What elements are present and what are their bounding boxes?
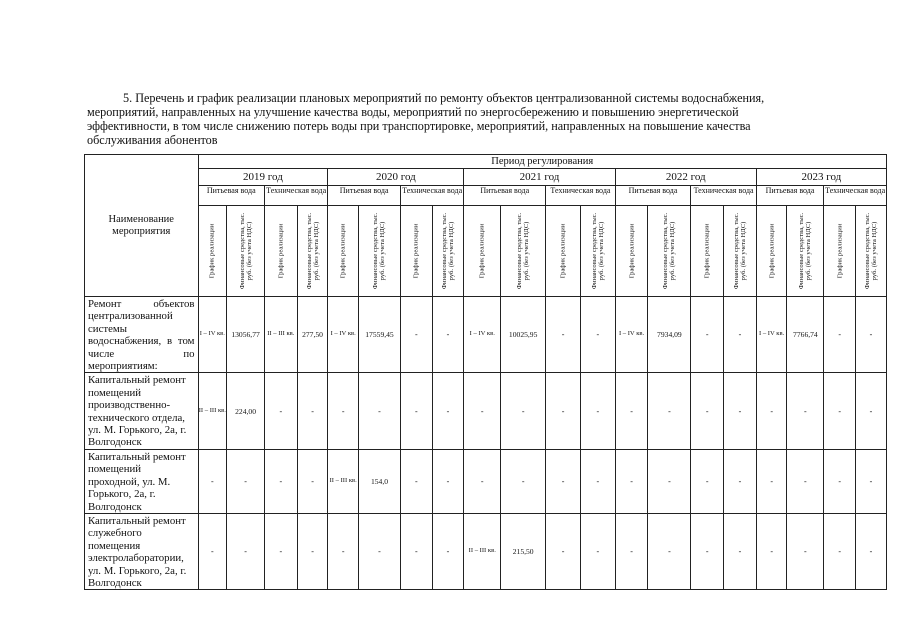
funds-cell: - [297,449,328,513]
year-header: 2019 год [198,169,328,186]
funds-cell: - [648,449,691,513]
schedule-cell: - [264,373,297,449]
funds-cell: - [297,373,328,449]
funds-cell: - [432,513,464,589]
table-row [85,297,887,373]
period-header: Период регулирования [198,155,886,169]
section-heading [87,91,877,147]
funds-cell: - [432,373,464,449]
schedule-subheader: График реализации [768,223,776,279]
table-row [85,449,887,513]
funds-cell: 7934,09 [648,297,691,373]
schedule-cell: - [546,449,581,513]
table-row [85,373,887,449]
funds-subheader: Финансовые средства, тыс. руб. (без учета НДС) [662,212,677,290]
funds-cell: - [359,373,401,449]
schedule-cell: - [615,513,648,589]
schedule-cell: - [328,513,359,589]
schedule-cell: II – III кв. [264,297,297,373]
schedule-cell: - [691,449,724,513]
funds-cell: - [501,373,546,449]
funds-cell: - [648,513,691,589]
subheader-cell [856,206,887,297]
funds-cell: - [724,449,757,513]
subheader-cell [648,206,691,297]
schedule-cell: - [464,373,501,449]
schedule-cell: - [546,297,581,373]
header-row-subheaders [85,206,887,297]
header-row-years [85,169,887,186]
funds-subheader: Финансовые средства, тыс. руб. (без учета НДС) [863,212,878,290]
funds-cell: 215,50 [501,513,546,589]
subheader-cell [400,206,432,297]
funds-cell: - [359,513,401,589]
water-type-header: Техническая вода [400,186,463,206]
activity-name: Капитальный ремонт помещений производственно-технического отдела, ул. М. Горького, 2а, г. Волгодонск [85,373,199,449]
funds-cell: - [580,513,615,589]
funds-subheader: Финансовые средства, тыс. руб. (без учета НДС) [372,212,387,290]
subheader-cell [691,206,724,297]
schedule-subheader: График реализации [478,223,486,279]
schedule-cell: - [691,373,724,449]
water-type-header: Техническая вода [691,186,756,206]
subheader-cell [756,206,787,297]
schedule-cell: - [264,449,297,513]
activity-name: Ремонт объектов централизованной системы водоснабжения, в том числе по мероприятиям: [85,297,199,373]
funds-cell: - [856,449,887,513]
schedule-cell: - [264,513,297,589]
subheader-cell [615,206,648,297]
subheader-cell [297,206,328,297]
name-column-header: Наименование мероприятия [85,155,199,297]
funds-subheader: Финансовые средства, тыс. руб. (без учета НДС) [515,212,531,290]
schedule-cell: I – IV кв. [756,297,787,373]
subheader-cell [198,206,227,297]
funds-cell: - [580,449,615,513]
activity-name: Капитальный ремонт служебного помещения электролаборатории, ул. М. Горького, 2а, г. Волгодонск [85,513,199,589]
heading-line-1: 5. Перечень и график реализации плановых мероприятий по ремонту объектов централизованной системы водоснабжения, [123,91,765,105]
schedule-cell: - [756,373,787,449]
subheader-cell [432,206,464,297]
water-type-header: Техническая вода [824,186,887,206]
funds-cell: 277,50 [297,297,328,373]
funds-cell: - [501,449,546,513]
schedule-cell: - [824,373,856,449]
schedule-subheader: График реализации [339,223,347,279]
schedule-subheader: График реализации [703,223,711,279]
water-type-header: Питьевая вода [198,186,264,206]
funds-cell: - [227,513,265,589]
subheader-cell [359,206,401,297]
schedule-cell: - [400,297,432,373]
funds-cell: - [580,297,615,373]
subheader-cell [546,206,581,297]
heading-line-4: обслуживания абонентов [87,133,218,147]
schedule-subheader: График реализации [208,223,216,279]
funds-cell: - [432,297,464,373]
year-header: 2021 год [464,169,615,186]
subheader-cell [464,206,501,297]
funds-cell: - [724,373,757,449]
table-row [85,513,887,589]
schedule-cell: - [400,373,432,449]
schedule-cell: - [546,373,581,449]
subheader-cell [501,206,546,297]
funds-cell: - [724,297,757,373]
subheader-cell [227,206,265,297]
subheader-cell [328,206,359,297]
funds-cell: - [787,449,824,513]
header-row-water-types [85,186,887,206]
schedule-cell: II – III кв. [328,449,359,513]
schedule-cell: I – IV кв. [328,297,359,373]
schedule-subheader: График реализации [836,223,844,279]
water-type-header: Питьевая вода [328,186,401,206]
funds-cell: 154,0 [359,449,401,513]
water-type-header: Питьевая вода [464,186,546,206]
funds-cell: - [297,513,328,589]
heading-line-3: эффективности, в том числе снижению потерь воды при транспортировке, мероприятий, направленных на повышение качества [87,119,751,133]
funds-cell: - [580,373,615,449]
funds-subheader: Финансовые средства, тыс. руб. (без учета НДС) [440,212,455,290]
year-header: 2022 год [615,169,756,186]
subheader-cell [724,206,757,297]
water-type-header: Питьевая вода [756,186,823,206]
schedule-cell: - [756,449,787,513]
schedule-cell: - [400,449,432,513]
year-header: 2020 год [328,169,464,186]
funds-subheader: Финансовые средства, тыс. руб. (без учета НДС) [798,212,813,290]
subheader-cell [787,206,824,297]
schedule-cell: - [198,449,227,513]
funds-cell: 13056,77 [227,297,265,373]
funds-cell: - [648,373,691,449]
schedule-cell: II – III кв. [464,513,501,589]
schedule-cell: - [824,297,856,373]
schedule-cell: I – IV кв. [615,297,648,373]
schedule-cell: - [756,513,787,589]
funds-cell: - [724,513,757,589]
funds-cell: 17559,45 [359,297,401,373]
subheader-cell [824,206,856,297]
activity-name: Капитальный ремонт помещений проходной, ул. М. Горького, 2а, г. Волгодонск [85,449,199,513]
schedule-table [84,154,887,590]
schedule-cell: - [546,513,581,589]
year-header: 2023 год [756,169,886,186]
water-type-header: Питьевая вода [615,186,691,206]
funds-cell: - [227,449,265,513]
schedule-subheader: График реализации [277,223,285,279]
schedule-cell: II – III кв. [198,373,227,449]
schedule-cell: - [691,513,724,589]
schedule-cell: - [198,513,227,589]
schedule-cell: - [615,449,648,513]
funds-subheader: Финансовые средства, тыс. руб. (без учета НДС) [238,212,253,290]
schedule-cell: I – IV кв. [464,297,501,373]
schedule-subheader: График реализации [412,223,420,279]
funds-cell: 7766,74 [787,297,824,373]
funds-cell: - [787,373,824,449]
funds-cell: - [856,297,887,373]
subheader-cell [580,206,615,297]
water-type-header: Техническая вода [546,186,616,206]
subheader-cell [264,206,297,297]
schedule-cell: I – IV кв. [198,297,227,373]
funds-subheader: Финансовые средства, тыс. руб. (без учета НДС) [590,212,605,290]
funds-cell: - [856,373,887,449]
schedule-table-wrapper [84,154,887,590]
funds-subheader: Финансовые средства, тыс. руб. (без учета НДС) [732,212,747,290]
schedule-cell: - [464,449,501,513]
water-type-header: Техническая вода [264,186,327,206]
schedule-cell: - [615,373,648,449]
funds-cell: - [432,449,464,513]
schedule-subheader: График реализации [559,223,567,279]
schedule-cell: - [400,513,432,589]
schedule-subheader: График реализации [627,223,635,279]
funds-cell: 224,00 [227,373,265,449]
schedule-cell: - [328,373,359,449]
schedule-cell: - [824,449,856,513]
header-row-period [85,155,887,169]
heading-line-2: мероприятий, направленных на улучшение качества воды, мероприятий по энергосбережению и повышению энергетической [87,105,739,119]
funds-subheader: Финансовые средства, тыс. руб. (без учета НДС) [305,212,320,290]
funds-cell: - [787,513,824,589]
funds-cell: - [856,513,887,589]
schedule-cell: - [691,297,724,373]
funds-cell: 10025,95 [501,297,546,373]
schedule-cell: - [824,513,856,589]
